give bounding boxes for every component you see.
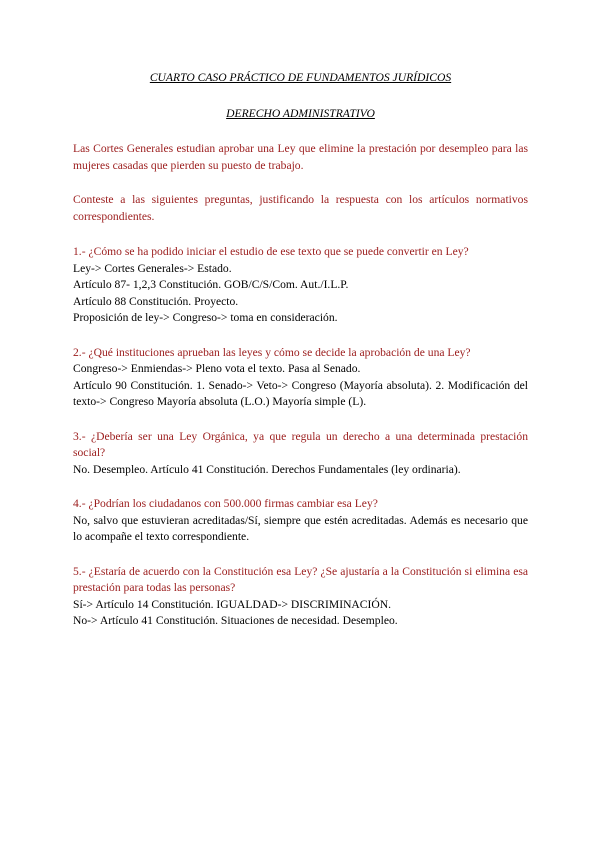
question-text: 2.- ¿Qué instituciones aprueban las leyes y cómo se decide la aprobación de una Ley? (73, 345, 471, 359)
question-block-2 (73, 345, 528, 411)
answer-line: Sí-> Artículo 14 Constitución. IGUALDAD-> DISCRIMINACIÓN. (73, 597, 392, 611)
question-block-5 (73, 564, 528, 630)
answer-line: Artículo 87- 1,2,3 Constitución. GOB/C/S/Com. Aut./I.L.P. (73, 278, 349, 291)
intro-paragraph: Las Cortes Generales estudian aprobar una Ley que elimine la prestación por desempleo para las mujeres casadas que pierden su puesto de trabajo. (73, 142, 528, 172)
document-content (73, 70, 528, 630)
answer-line: No. Desempleo. Artículo 41 Constitución. Derechos Fundamentales (ley ordinaria). (73, 462, 461, 476)
question-text: 1.- ¿Cómo se ha podido iniciar el estudio de ese texto que se puede convertir en Ley? (73, 245, 469, 258)
answer-line: Artículo 88 Constitución. Proyecto. (73, 294, 239, 308)
question-block-3 (73, 429, 528, 479)
question-text: 3.- ¿Debería ser una Ley Orgánica, ya que regula un derecho a una determinada prestación social? (73, 429, 528, 459)
document-subtitle: DERECHO ADMINISTRATIVO (226, 106, 375, 120)
question-block-1 (73, 244, 528, 327)
question-text: 5.- ¿Estaría de acuerdo con la Constitución esa Ley? ¿Se ajustaría a la Constitución si elimina esa prestación para todas las personas? (73, 564, 528, 594)
answer-line: No, salvo que estuvieran acreditadas/Sí, siempre que estén acreditadas. Además es necesario que lo acompañe el texto correspondiente. (73, 513, 528, 543)
question-text: 4.- ¿Podrían los ciudadanos con 500.000 firmas cambiar esa Ley? (73, 497, 378, 510)
answer-line: Artículo 90 Constitución. 1. Senado-> Veto-> Congreso (Mayoría absoluta). 2. Modificación del texto-> Congreso Mayoría absoluta (L.O.) Mayoría simple (L). (73, 378, 528, 408)
answer-line: Proposición de ley-> Congreso-> toma en consideración. (73, 311, 338, 324)
answer-line: No-> Artículo 41 Constitución. Situaciones de necesidad. Desempleo. (73, 614, 398, 627)
answer-line: Ley-> Cortes Generales-> Estado. (73, 261, 232, 275)
question-block-4 (73, 496, 528, 546)
answer-line: Congreso-> Enmiendas-> Pleno vota el texto. Pasa al Senado. (73, 362, 361, 375)
document-title: CUARTO CASO PRÁCTICO DE FUNDAMENTOS JURÍDICOS (149, 71, 452, 84)
instructions-paragraph: Conteste a las siguientes preguntas, justificando la respuesta con los artículos normativos correspondientes. (73, 193, 528, 223)
